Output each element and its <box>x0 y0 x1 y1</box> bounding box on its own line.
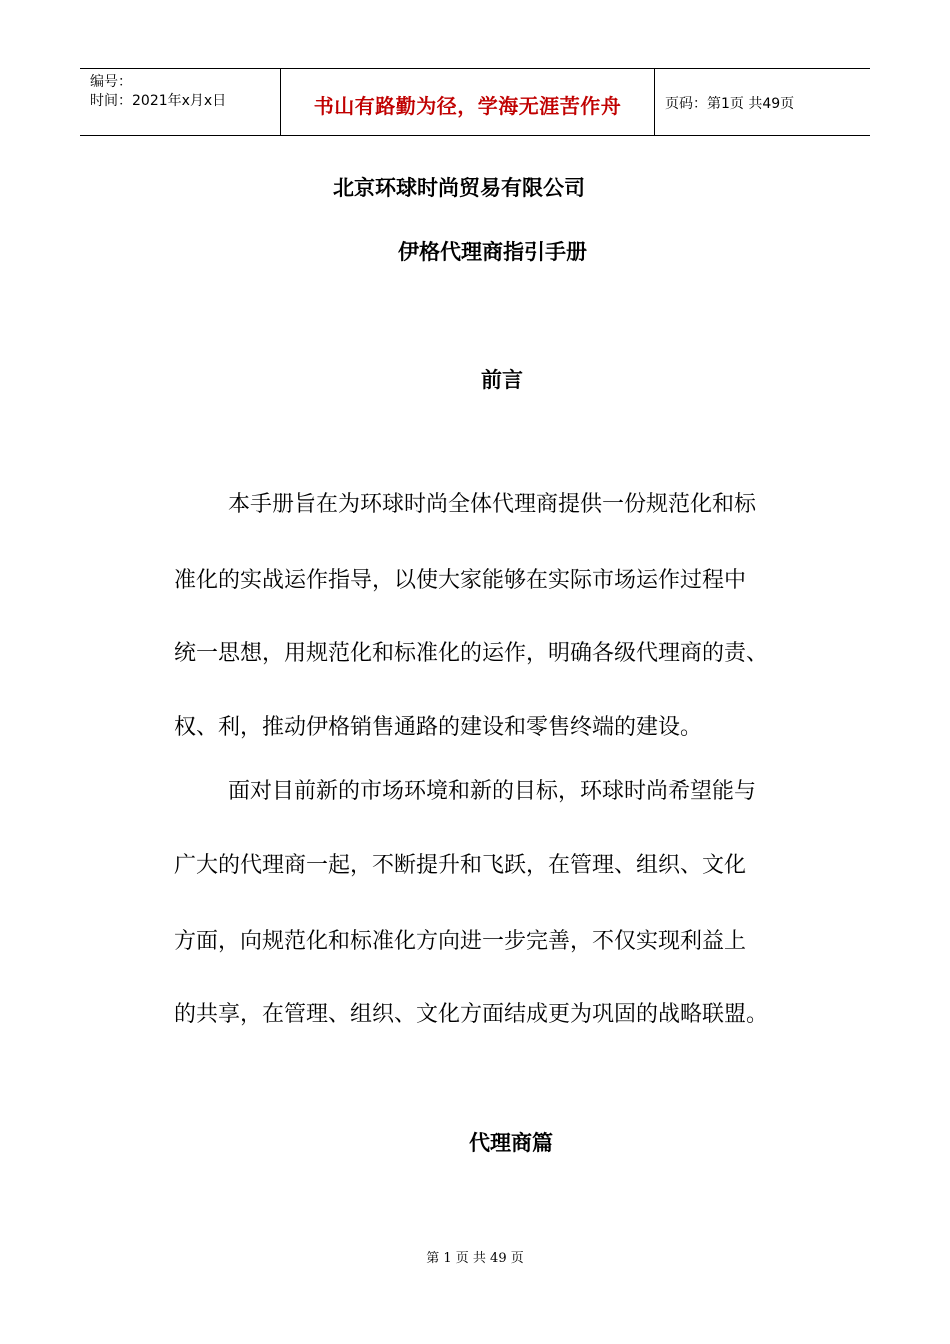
paragraph-line: 的共享，在管理、组织、文化方面结成更为巩固的战略联盟。 <box>174 1002 769 1027</box>
paragraph-line: 面对目前新的市场环境和新的目标，环球时尚希望能与 <box>228 779 757 804</box>
header-meta-cell <box>80 69 281 135</box>
header-number-label: 编号： <box>90 74 132 90</box>
company-name: 北京环球时尚贸易有限公司 <box>333 176 585 200</box>
preface-heading: 前言 <box>481 368 523 392</box>
agent-section-heading: 代理商篇 <box>469 1131 553 1155</box>
document-header <box>80 68 870 136</box>
paragraph-line: 本手册旨在为环球时尚全体代理商提供一份规范化和标 <box>228 492 757 517</box>
paragraph-line: 准化的实战运作指导，以使大家能够在实际市场运作过程中 <box>174 568 747 593</box>
paragraph-line: 广大的代理商一起，不断提升和飞跃，在管理、组织、文化 <box>174 853 747 878</box>
paragraph-line: 统一思想，用规范化和标准化的运作，明确各级代理商的责、 <box>174 641 769 666</box>
header-motto: 书山有路勤为径，学海无涯苦作舟 <box>313 93 622 118</box>
paragraph-line: 权、利，推动伊格销售通路的建设和零售终端的建设。 <box>174 715 703 740</box>
header-time-label: 时间：2021年x月x日 <box>90 93 227 109</box>
paragraph-line: 方面，向规范化和标准化方向进一步完善，不仅实现利益上 <box>174 929 747 954</box>
header-page-cell <box>655 69 870 135</box>
header-motto-cell <box>281 69 655 135</box>
page-footer: 第 1 页 共 49 页 <box>426 1251 524 1266</box>
header-page-info: 页码：第1页 共49页 <box>665 96 795 112</box>
manual-title: 伊格代理商指引手册 <box>398 240 587 264</box>
